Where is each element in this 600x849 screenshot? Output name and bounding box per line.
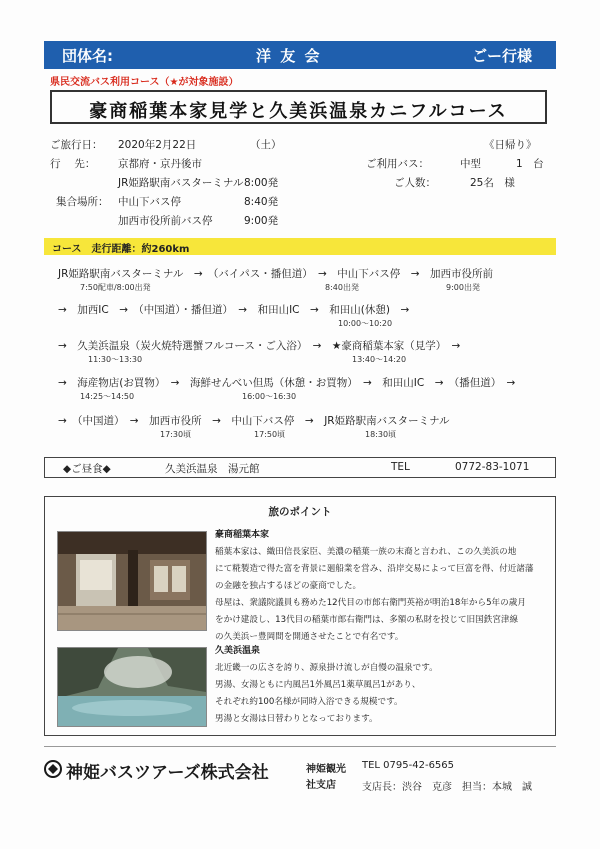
route-line-2: → 加西IC → （中国道）・播但道） → 和田山IC → 和田山(休憩) → [58,304,410,316]
route-time-4b: 16:00～16:30 [242,392,297,401]
tour-title: 豪商稲葉本家見学と久美浜温泉カニフルコース [89,101,508,122]
lunch-label: ◆ご昼食◆ [63,463,111,475]
onsen-line: 男湯、女湯ともに内風呂1外風呂1薬草風呂1があり、 [215,680,421,690]
bus-count: 1 台 [516,158,544,170]
route-time-5a: 17:30頃 [160,430,192,439]
group-label: 団体名: [62,47,113,65]
lunch-box [44,457,556,478]
trip-type: 《日帰り》 [484,139,537,151]
pickup3-time: 9:00発 [244,215,279,227]
lunch-tel: 0772-83-1071 [455,461,530,473]
dest-label: 行 先： [50,158,96,170]
people-value: 25名 様 [470,177,515,189]
dest-value: 京都府・京丹後市 [118,158,202,170]
company-name: 神姫バスツアーズ株式会社 [66,763,269,783]
route-line-3: → 久美浜温泉（炭火焼特選蟹フルコース・ご入浴） → ★豪商稲葉本家（見学） → [58,340,461,352]
weekday: （土） [250,139,282,151]
pickup3-place: 加西市役所前バス停 [118,215,213,227]
date-label: ご旅行日： [50,139,103,151]
route-time-1c: 9:00出発 [446,283,480,292]
pickup2-time: 8:40発 [244,196,279,208]
inaba-line: の久美浜ー豊岡間を開通させたことで有名です。 [215,632,404,642]
onsen-line: 北近畿一の広さを誇り、源泉掛け流しが自慢の温泉です。 [215,663,438,673]
people-label: ご人数： [394,177,436,189]
date-value: 2020年2月22日 [118,139,197,151]
onsen-line: 男湯と女湯は日替わりとなっております。 [215,714,378,724]
onsen-text [215,643,438,728]
lunch-place: 久美浜温泉 湯元館 [165,463,260,475]
course-distance: コース 走行距離：約260km [52,244,190,255]
route-time-5b: 17:50頃 [254,430,286,439]
inaba-line: にて糀製造で得た富を背景に廻船業を営み、沿岸交易によって巨富を得、付近諸藩 [215,564,534,574]
title-box [50,90,547,124]
header-band [44,41,556,69]
course-band [44,238,556,255]
route-time-3a: 11:30～13:30 [88,355,143,364]
inaba-heading: 豪商稲葉本家 [215,530,270,540]
branch-staff: 支店長：渋谷 克彦 担当：本城 誠 [362,782,532,793]
points-title: 旅のポイント [268,506,332,518]
group-name: 洋 友 会 [256,47,322,65]
route-time-5c: 18:30頃 [365,430,397,439]
meet-label: 集合場所： [56,196,109,208]
company-logo-icon [44,760,62,778]
inaba-line: の金融を独占するほどの豪商でした。 [215,581,362,591]
route-time-4a: 14:25～14:50 [80,392,135,401]
inaba-house-illustration [58,532,206,630]
route-time-2a: 10:00～10:20 [338,319,393,328]
travel-points-box [44,496,556,736]
route-time-3b: 13:40～14:20 [352,355,407,364]
inaba-line: 稲葉本家は、織田信長家臣、美濃の稲葉一族の末裔と言われ、この久美浜の地 [215,547,517,557]
route-line-4: → 海産物店(お買物） → 海鮮せんべい但馬（休憩・お買物） → 和田山IC → （播但道） → [58,377,516,389]
route-time-1a: 7:50配車/8:00出発 [80,283,151,292]
branch-name-2: 社支店 [306,780,336,791]
inaba-house-photo [57,531,207,631]
bus-label: ご利用バス： [366,158,429,170]
group-suffix: ごー行様 [472,47,533,65]
pickup1-time: 8:00発 [244,177,279,189]
footer-divider [44,746,556,747]
pickup2-place: 中山下バス停 [118,196,181,208]
onsen-photo [57,647,207,727]
course-type: 県民交流バス利用コース（★が対象施設） [50,77,239,88]
route-line-1: JR姫路駅南バスターミナル → （バイパス・播但道） → 中山下バス停 → 加西市役所前 [58,268,494,280]
onsen-heading: 久美浜温泉 [215,646,261,656]
onsen-line: それぞれ約100名様が同時入浴できる規模です。 [215,697,403,707]
inaba-line: 母屋は、衆議院議員も務めた12代目の市郎右衛門英裕が明治18年から5年の歳月 [215,598,526,608]
route-line-5: → （中国道） → 加西市役所 → 中山下バス停 → JR姫路駅南バスターミナル [58,415,450,427]
inaba-text [215,527,534,646]
bus-size: 中型 [460,158,481,170]
onsen-illustration [58,648,206,726]
pickup1-place: JR姫路駅南バスターミナル [118,177,244,189]
lunch-tel-label: TEL [391,461,410,473]
inaba-line: をかけ建設し、13代目の稲葉市郎右衛門は、多額の私財を投じて旧国鉄宮津線 [215,615,519,625]
route-time-1b: 8:40出発 [325,283,359,292]
branch-tel: TEL 0795-42-6565 [362,760,455,771]
branch-name-1: 神姫観光 [306,764,346,775]
